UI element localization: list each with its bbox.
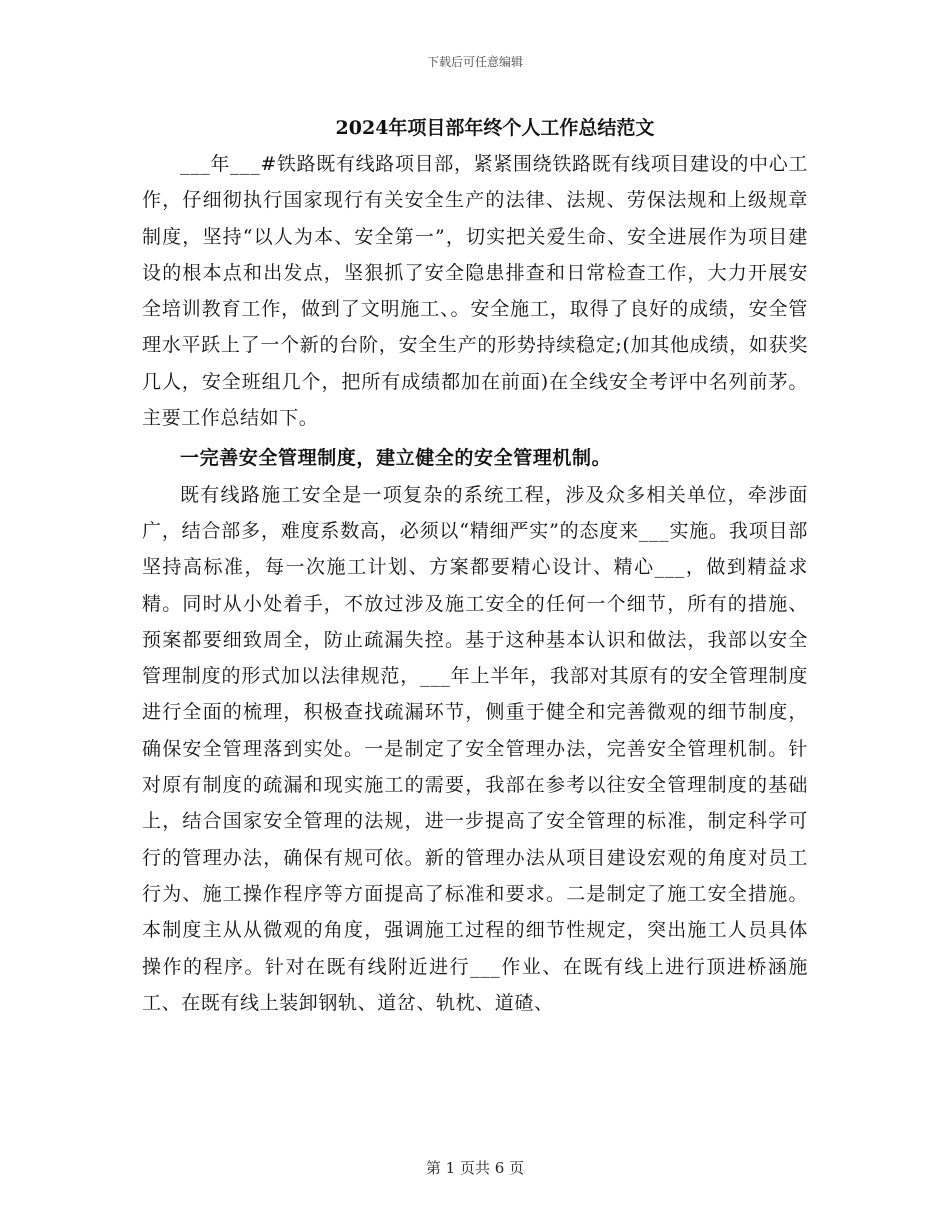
document-body — [142, 110, 808, 1021]
page-footer: 第 1 页共 6 页 — [425, 1159, 525, 1177]
header-note: 下载后可任意编辑 — [426, 55, 523, 69]
document-title: 2024年项目部年终个人工作总结范文 — [335, 117, 655, 139]
section-paragraph: 既有线路施工安全是一项复杂的系统工程，涉及众多相关单位，牵涉面广，结合部多，难度系数高，必须以“精细严实”的态度来___实施。我项目部坚持高标准，每一次施工计划、方案都要精心设计、精心___，做到精益求精。同时从小处着手，不放过涉及施工安全的任何一个细节，所有的措施、预案都要细致周全，防止疏漏失控。基于这种基本认识和做法，我部以安全管理制度的形式加以法律规范，___年上半年，我部对其原有的安全管理制度进行全面的梳理，积极查找疏漏环节，侧重于健全和完善微观的细节制度，确保安全管理落到实处。一是制定了安全管理办法，完善安全管理机制。针对原有制度的疏漏和现实施工的需要，我部在参考以往安全管理制度的基础上，结合国家安全管理的法规，进一步提高了安全管理的标准，制定科学可行的管理办法，确保有规可依。新的管理办法从项目建设宏观的角度对员工行为、施工操作程序等方面提高了标准和要求。二是制定了施工安全措施。本制度主从从微观的角度，强调施工过程的细节性规定，突出施工人员具体操作的程序。针对在既有线附近进行___作业、在既有线上进行顶进桥涵施工、在既有线上装卸钢轨、道岔、轨枕、道碴、 — [142, 483, 808, 1014]
intro-paragraph: ___年___#铁路既有线路项目部，紧紧围绕铁路既有线项目建设的中心工作，仔细彻执行国家现行有关安全生产的法律、法规、劳保法规和上级规章制度，坚持“以人为本、安全第一”，切实把关爱生命、安全进展作为项目建设的根本点和出发点，坚狠抓了安全隐患排查和日常检查工作，大力开展安全培训教育工作，做到了文明施工、。安全施工，取得了良好的成绩，安全管理水平跃上了一个新的台阶，安全生产的形势持续稳定;(加其他成绩，如获奖几人，安全班组几个，把所有成绩都加在前面)在全线安全考评中名列前茅。主要工作总结如下。 — [142, 153, 808, 430]
section-heading: 一完善安全管理制度，建立健全的安全管理机制。 — [180, 447, 612, 470]
